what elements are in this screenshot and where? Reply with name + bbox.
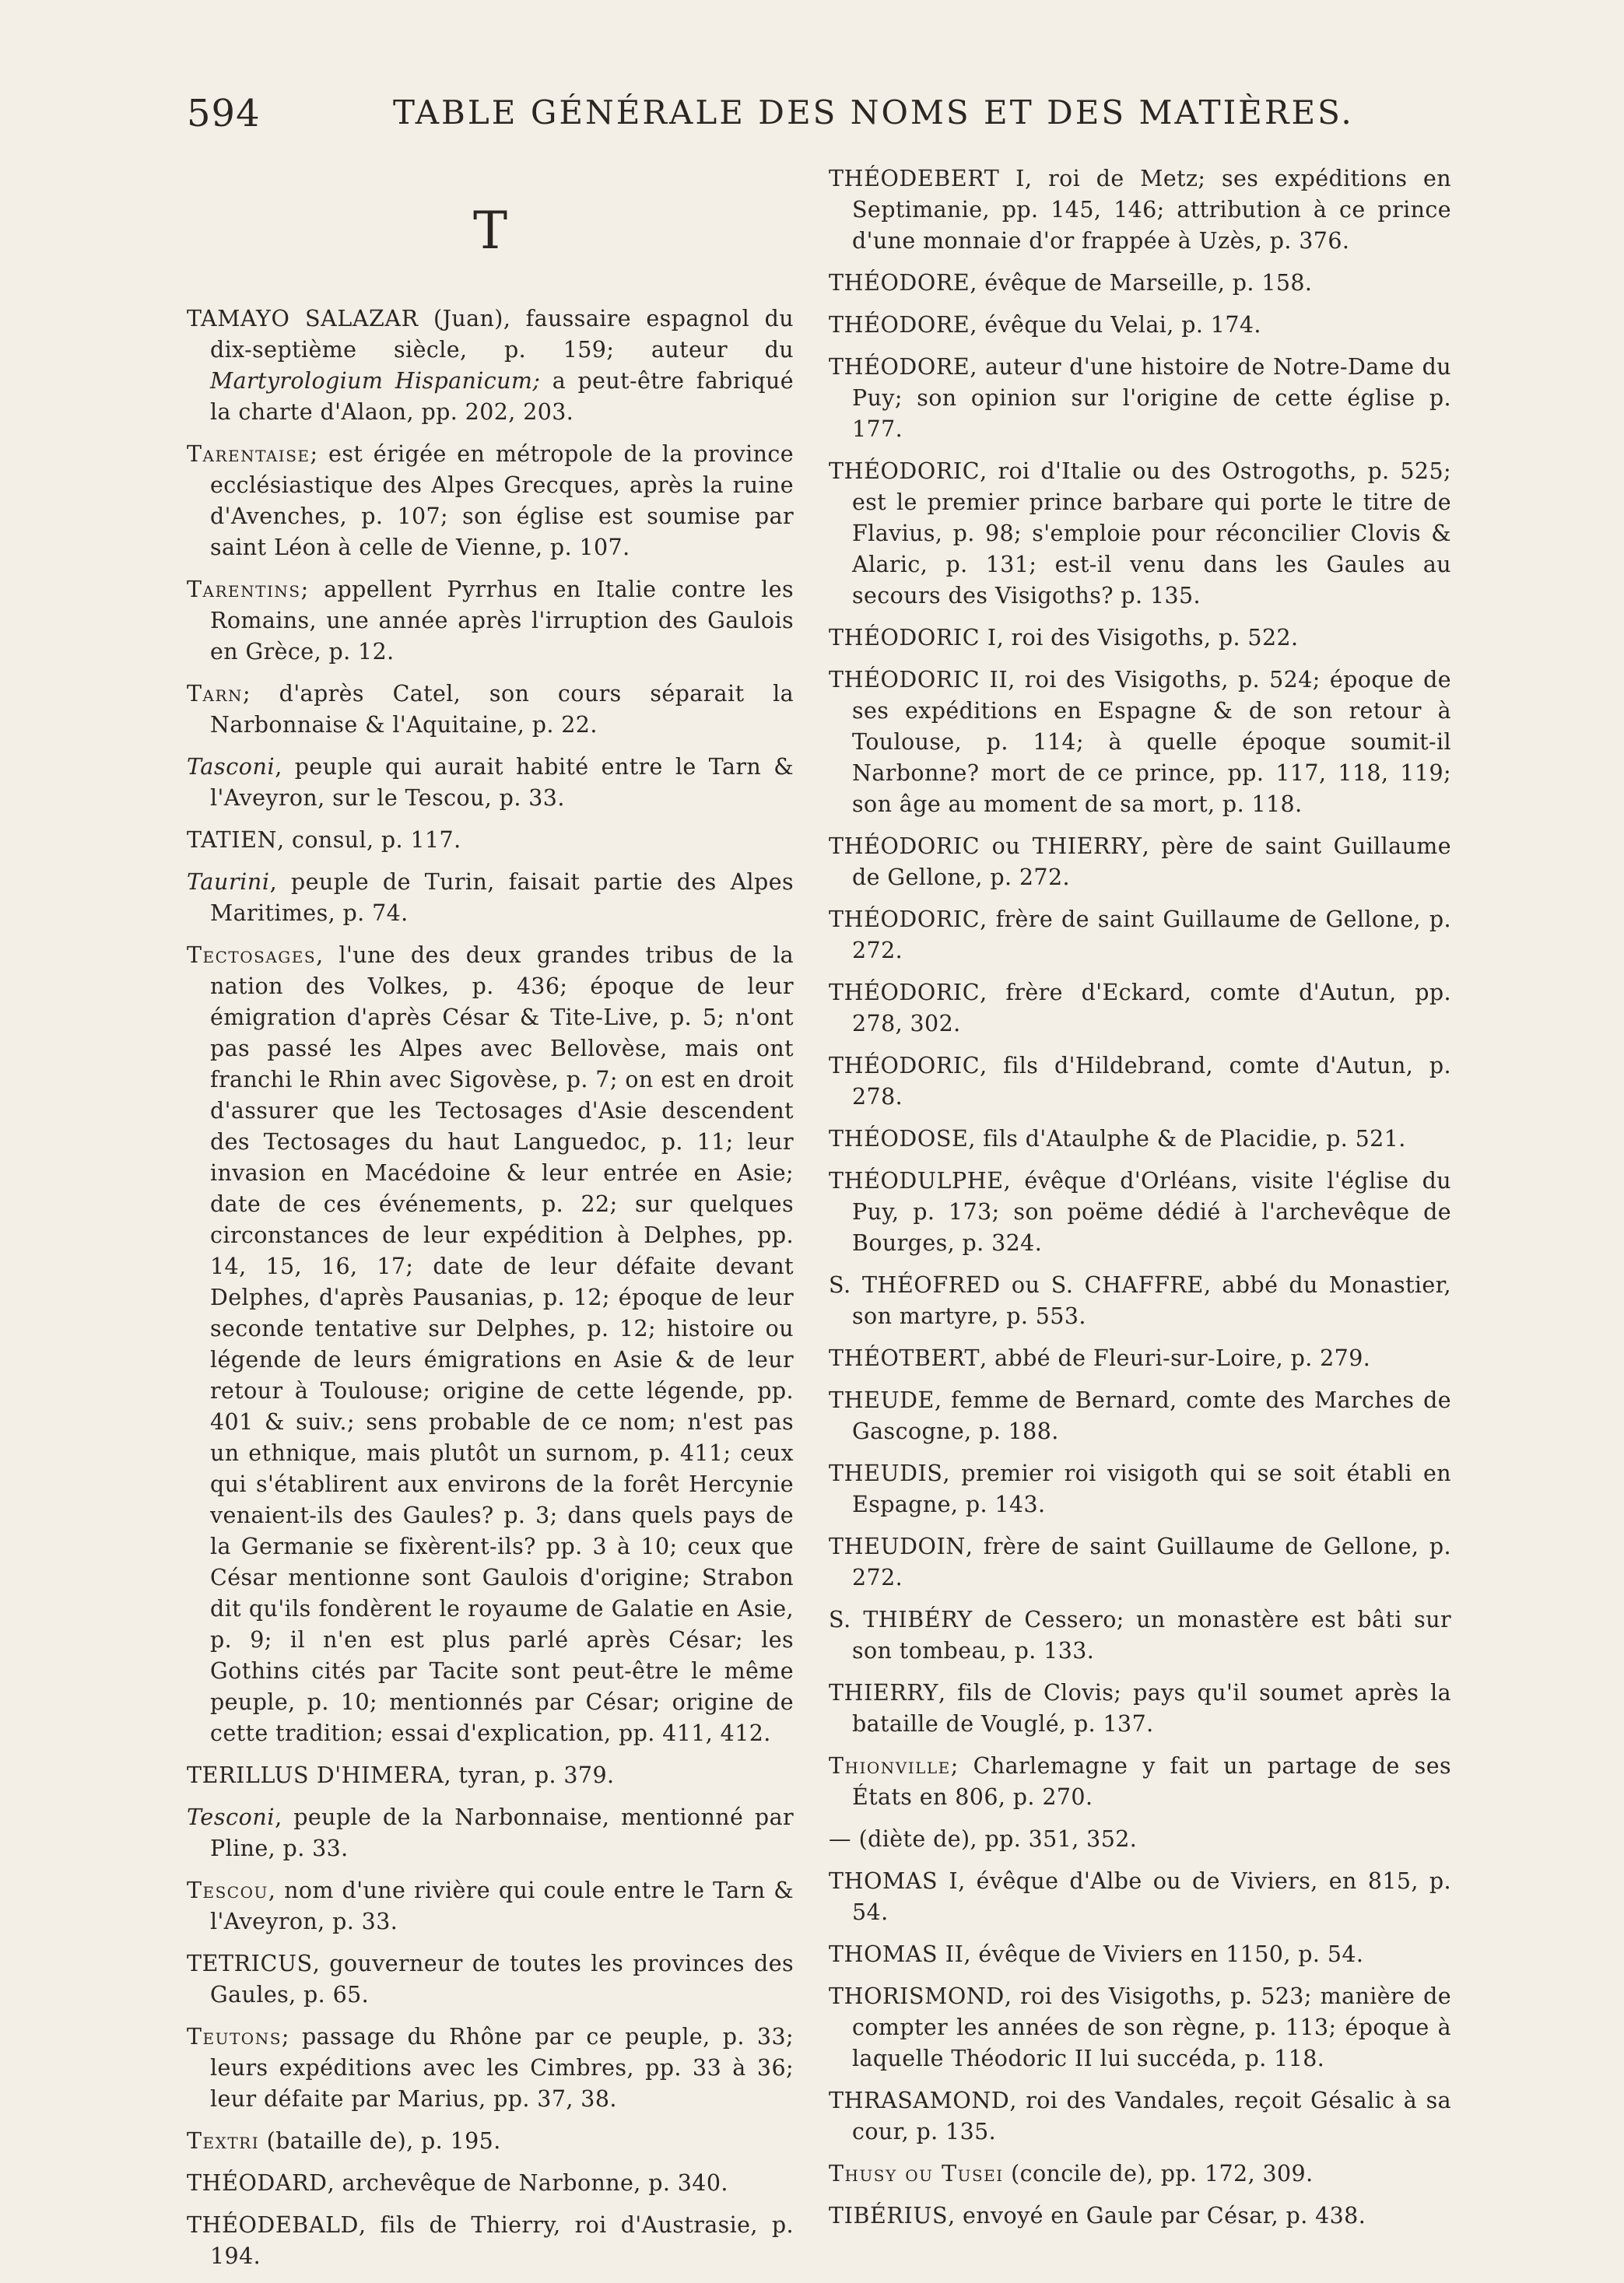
entry-text: , roi des Visigoths, p. 523; manière de compter les années de son règne, p. 113; époque à laquelle Théodoric II lui succéda, p. 118. xyxy=(852,1983,1451,2071)
entry-heading: TAMAYO SALAZAR xyxy=(187,306,419,331)
index-entry xyxy=(829,2159,1451,2190)
entry-heading: S. THIBÉRY xyxy=(829,1607,973,1632)
entry-heading: Tasconi xyxy=(187,754,275,780)
entry-text: ; d'après Catel, son cours séparait la Narbonnaise & l'Aquitaine, p. 22. xyxy=(210,681,794,738)
entry-text: (bataille de), p. 195. xyxy=(259,2128,501,2154)
index-entry xyxy=(829,1866,1451,1928)
entry-text: , évêque de Viviers en 1150, p. 54. xyxy=(963,1941,1364,1967)
entry-text-continued: a peut-être fabriqué la charte d'Alaon, pp. 202, 203. xyxy=(210,368,794,425)
entry-text: , frère de saint Guillaume de Gellone, p. 272. xyxy=(852,1534,1451,1590)
entry-text: , nom d'une rivière qui coule entre le Tarn & l'Aveyron, p. 33. xyxy=(210,1878,794,1934)
index-entry xyxy=(187,2022,794,2115)
index-entry xyxy=(187,1760,794,1791)
entry-heading: THÉODARD xyxy=(187,2170,328,2196)
entry-text: , évêque du Velai, p. 174. xyxy=(970,312,1261,338)
entry-text: ; Charlemagne y fait un partage de ses États en 806, p. 270. xyxy=(852,1753,1451,1810)
index-entry xyxy=(187,2168,794,2199)
entry-text: , roi de Metz; ses expéditions en Septimanie, pp. 145, 146; attribution à ce prince d'une monnaie d'or frappée à Uzès, p. 376. xyxy=(852,166,1451,254)
entry-heading: — xyxy=(829,1826,852,1852)
entry-text: , roi d'Italie ou des Ostrogoths, p. 525; est le premier prince barbare qui porte le titre de Flavius, p. 98; s'emploie pour réconcilier Clovis & Alaric, p. 131; est-il venu dans les Gaules au secours des Visigoths? p. 135. xyxy=(852,458,1451,608)
entry-heading: Thusy ou Tusei xyxy=(829,2161,1004,2187)
entry-heading: THÉODORIC I xyxy=(829,625,997,651)
index-entry xyxy=(829,1939,1451,1970)
index-entry xyxy=(829,1751,1451,1813)
entry-text: , évêque d'Albe ou de Viviers, en 815, p. 54. xyxy=(852,1868,1451,1925)
entry-heading: THRASAMOND xyxy=(829,2088,1010,2113)
index-entry xyxy=(187,825,794,856)
entry-heading: THÉOTBERT xyxy=(829,1345,980,1371)
entry-text: , femme de Bernard, comte des Marches de Gascogne, p. 188. xyxy=(852,1387,1451,1444)
index-entry xyxy=(829,831,1451,893)
entry-text: , fils d'Ataulphe & de Placidie, p. 521. xyxy=(968,1126,1406,1152)
entry-heading: THORISMOND xyxy=(829,1983,1005,2009)
entry-heading: S. THÉOFRED ou S. CHAFFRE xyxy=(829,1272,1204,1298)
index-entry xyxy=(187,303,794,428)
entry-heading: THÉODOSE xyxy=(829,1126,969,1152)
entry-heading: THEUDE xyxy=(829,1387,935,1413)
entry-heading: THÉODULPHE xyxy=(829,1168,1004,1194)
entry-text: , gouverneur de toutes les provinces des Gaules, p. 65. xyxy=(210,1951,794,2008)
index-entry xyxy=(829,2085,1451,2148)
entry-text: (Juan), faussaire espagnol du dix-septième siècle, p. 159; auteur du xyxy=(210,306,794,363)
entry-text: , abbé du Monastier, son martyre, p. 553. xyxy=(852,1272,1451,1329)
index-entry xyxy=(829,665,1451,820)
index-entry xyxy=(187,752,794,814)
index-entry xyxy=(187,2210,794,2272)
index-entry xyxy=(829,1385,1451,1447)
entry-heading: THÉODORIC xyxy=(829,1053,980,1078)
index-entry xyxy=(829,1604,1451,1667)
entry-heading: THÉODORIC xyxy=(829,458,980,484)
index-entry xyxy=(829,1124,1451,1155)
entry-text: de Cessero; un monastère est bâti sur son tombeau, p. 133. xyxy=(852,1607,1451,1664)
entry-heading: Tarn xyxy=(187,681,244,707)
entry-heading: THEUDIS xyxy=(829,1461,943,1486)
entry-text: , roi des Visigoths, p. 522. xyxy=(996,625,1299,651)
entry-text: , évêque de Marseille, p. 158. xyxy=(970,270,1313,296)
entry-text: , abbé de Fleuri-sur-Loire, p. 279. xyxy=(980,1345,1371,1371)
entry-heading: THIERRY xyxy=(829,1680,938,1706)
index-entry xyxy=(829,1981,1451,2074)
running-title: TABLE GÉNÉRALE DES NOMS ET DES MATIÈRES. xyxy=(393,93,1354,132)
index-entry xyxy=(829,904,1451,966)
entry-heading: Tarentins xyxy=(187,577,301,602)
index-entry xyxy=(829,1678,1451,1740)
entry-heading: Textri xyxy=(187,2128,260,2154)
index-entry xyxy=(187,1802,794,1864)
left-column xyxy=(187,163,794,2283)
index-entry xyxy=(829,1050,1451,1113)
entry-heading: TATIEN xyxy=(187,827,278,853)
entry-heading: THOMAS I xyxy=(829,1868,959,1894)
index-entry xyxy=(187,679,794,741)
entry-text: , roi des Vandales, reçoit Gésalic à sa cour, p. 135. xyxy=(852,2088,1451,2144)
entry-heading: Thionville xyxy=(829,1753,951,1779)
index-entry xyxy=(829,1166,1451,1259)
entry-text: (concile de), pp. 172, 309. xyxy=(1003,2161,1314,2187)
index-entry xyxy=(829,456,1451,612)
entry-heading: THEUDOIN xyxy=(829,1534,966,1559)
index-entry xyxy=(829,1343,1451,1374)
entry-heading: THÉODORIC ou THIERRY xyxy=(829,833,1142,859)
entry-heading: THÉODORIC II xyxy=(829,667,1008,693)
entry-heading: TERILLUS D'HIMERA xyxy=(187,1762,444,1788)
index-entry xyxy=(829,352,1451,445)
entry-italic-title: Martyrologium Hispanicum; xyxy=(210,368,541,394)
entry-text: , tyran, p. 379. xyxy=(444,1762,615,1788)
index-entry xyxy=(187,2126,794,2157)
entry-heading: TIBÉRIUS xyxy=(829,2203,949,2229)
entry-text: , frère de saint Guillaume de Gellone, p. 272. xyxy=(852,907,1451,963)
entry-text: (diète de), pp. 351, 352. xyxy=(851,1826,1138,1852)
entry-heading: THÉODORIC xyxy=(829,980,980,1005)
index-entry xyxy=(187,867,794,929)
entry-text: , peuple de Turin, faisait partie des Alpes Maritimes, p. 74. xyxy=(210,869,794,926)
entry-text: , peuple qui aurait habité entre le Tarn & l'Aveyron, sur le Tescou, p. 33. xyxy=(210,754,794,811)
entry-heading: THÉODEBERT I xyxy=(829,166,1026,191)
entry-text: , père de saint Guillaume de Gellone, p. 272. xyxy=(852,833,1451,890)
index-entry xyxy=(829,622,1451,654)
entry-heading: THÉODORE xyxy=(829,312,970,338)
entry-heading: THÉODORE xyxy=(829,354,970,380)
entry-heading: Teutons xyxy=(187,2024,282,2050)
index-entry xyxy=(187,439,794,563)
entry-text: ; appellent Pyrrhus en Italie contre les Romains, une année après l'irruption des Gaulois en Grèce, p. 12. xyxy=(210,577,794,665)
entry-heading: THÉODORE xyxy=(829,270,970,296)
entry-text: ; passage du Rhône par ce peuple, p. 33; leurs expéditions avec les Cimbres, pp. 33 à 36; leur défaite par Marius, pp. 37, 38. xyxy=(210,2024,794,2112)
index-entry xyxy=(187,940,794,1749)
entry-text: ; est érigée en métropole de la province ecclésiastique des Alpes Grecques, après la ruine d'Avenches, p. 107; son église est soumise par saint Léon à celle de Vienne, p. 107. xyxy=(210,441,794,560)
entry-text: , roi des Visigoths, p. 524; époque de ses expéditions en Espagne & de son retour à Toulouse, p. 114; à quelle époque soumit-il Narbonne? mort de ce prince, pp. 117, 118, 119; son âge au moment de sa mort, p. 118. xyxy=(852,667,1452,817)
entry-heading: THOMAS II xyxy=(829,1941,964,1967)
entry-heading: THÉODORIC xyxy=(829,907,980,932)
section-letter: T xyxy=(472,201,508,261)
left-entry-list xyxy=(187,303,794,2272)
index-entry xyxy=(829,268,1451,299)
entry-text: , peuple de la Narbonnaise, mentionné par Pline, p. 33. xyxy=(210,1804,794,1861)
index-entry xyxy=(187,574,794,668)
entry-text: , fils d'Hildebrand, comte d'Autun, p. 278. xyxy=(852,1053,1451,1110)
entry-text: , auteur d'une histoire de Notre-Dame du Puy; son opinion sur l'origine de cette église p. 177. xyxy=(852,354,1451,442)
entry-heading: TETRICUS xyxy=(187,1951,313,1976)
entry-heading: Tarentaise xyxy=(187,441,310,467)
index-entry xyxy=(829,1458,1451,1520)
entry-heading: Taurini xyxy=(187,869,270,895)
entry-text: , frère d'Eckard, comte d'Autun, pp. 278, 302. xyxy=(852,980,1451,1036)
entry-text: , consul, p. 117. xyxy=(277,827,461,853)
page-header xyxy=(187,92,1510,146)
right-entry-list xyxy=(829,163,1451,2232)
page-number: 594 xyxy=(187,92,261,135)
index-entry xyxy=(829,1531,1451,1594)
entry-text: , évêque d'Orléans, visite l'église du Puy, p. 173; son poëme dédié à l'archevêque de Bourges, p. 324. xyxy=(852,1168,1451,1256)
entry-text: , envoyé en Gaule par César, p. 438. xyxy=(948,2203,1366,2229)
right-column xyxy=(829,163,1451,2243)
index-entry xyxy=(829,1824,1451,1855)
index-entry xyxy=(829,163,1451,257)
entry-heading: THÉODEBALD xyxy=(187,2212,359,2238)
entry-text: , fils de Thierry, roi d'Austrasie, p. 194. xyxy=(210,2212,794,2269)
index-entry xyxy=(829,2201,1451,2232)
index-entry xyxy=(829,310,1451,341)
entry-text: , l'une des deux grandes tribus de la nation des Volkes, p. 436; époque de leur émigration d'après César & Tite-Live, p. 5; n'ont pas passé les Alpes avec Bellovèse, mais ont franchi le Rhin avec Sigovèse, p. 7; on est en droit d'assurer que les Tectosages d'Asie descendent des Tectosages du haut Languedoc, p. 11; leur invasion en Macédoine & leur entrée en Asie; date de ces événements, p. 22; sur quelques circonstances de leur expédition à Delphes, pp. 14, 15, 16, 17; date de leur défaite devant Delphes, d'après Pausanias, p. 12; époque de leur seconde tentative sur Delphes, p. 12; histoire ou légende de leurs émigrations en Asie & de leur retour à Toulouse; origine de cette légende, pp. 401 & suiv.; sens probable de ce nom; n'est pas un ethnique, mais plutôt un surnom, p. 411; ceux qui s'établirent aux environs de la forêt Hercynie venaient-ils des Gaules? p. 3; dans quels pays de la Germanie se fixèrent-ils? pp. 3 à 10; ceux que César mentionne sont Gaulois d'origine; Strabon dit qu'ils fondèrent le royaume de Galatie en Asie, p. 9; il n'en est plus parlé après César; les Gothins cités par Tacite sont peut-être le même peuple, p. 10; mentionnés par César; origine de cette tradition; essai d'explication, pp. 411, 412. xyxy=(210,942,794,1746)
index-entry xyxy=(829,977,1451,1040)
index-entry xyxy=(187,1875,794,1938)
entry-heading: Tescou xyxy=(187,1878,268,1903)
entry-text: , archevêque de Narbonne, p. 340. xyxy=(327,2170,728,2196)
entry-heading: Tectosages xyxy=(187,942,317,968)
index-entry xyxy=(187,1948,794,2011)
entry-text: , fils de Clovis; pays qu'il soumet après la bataille de Vouglé, p. 137. xyxy=(852,1680,1451,1737)
index-entry xyxy=(829,1270,1451,1332)
entry-heading: Tesconi xyxy=(187,1804,275,1830)
entry-text: , premier roi visigoth qui se soit établi en Espagne, p. 143. xyxy=(852,1461,1451,1517)
